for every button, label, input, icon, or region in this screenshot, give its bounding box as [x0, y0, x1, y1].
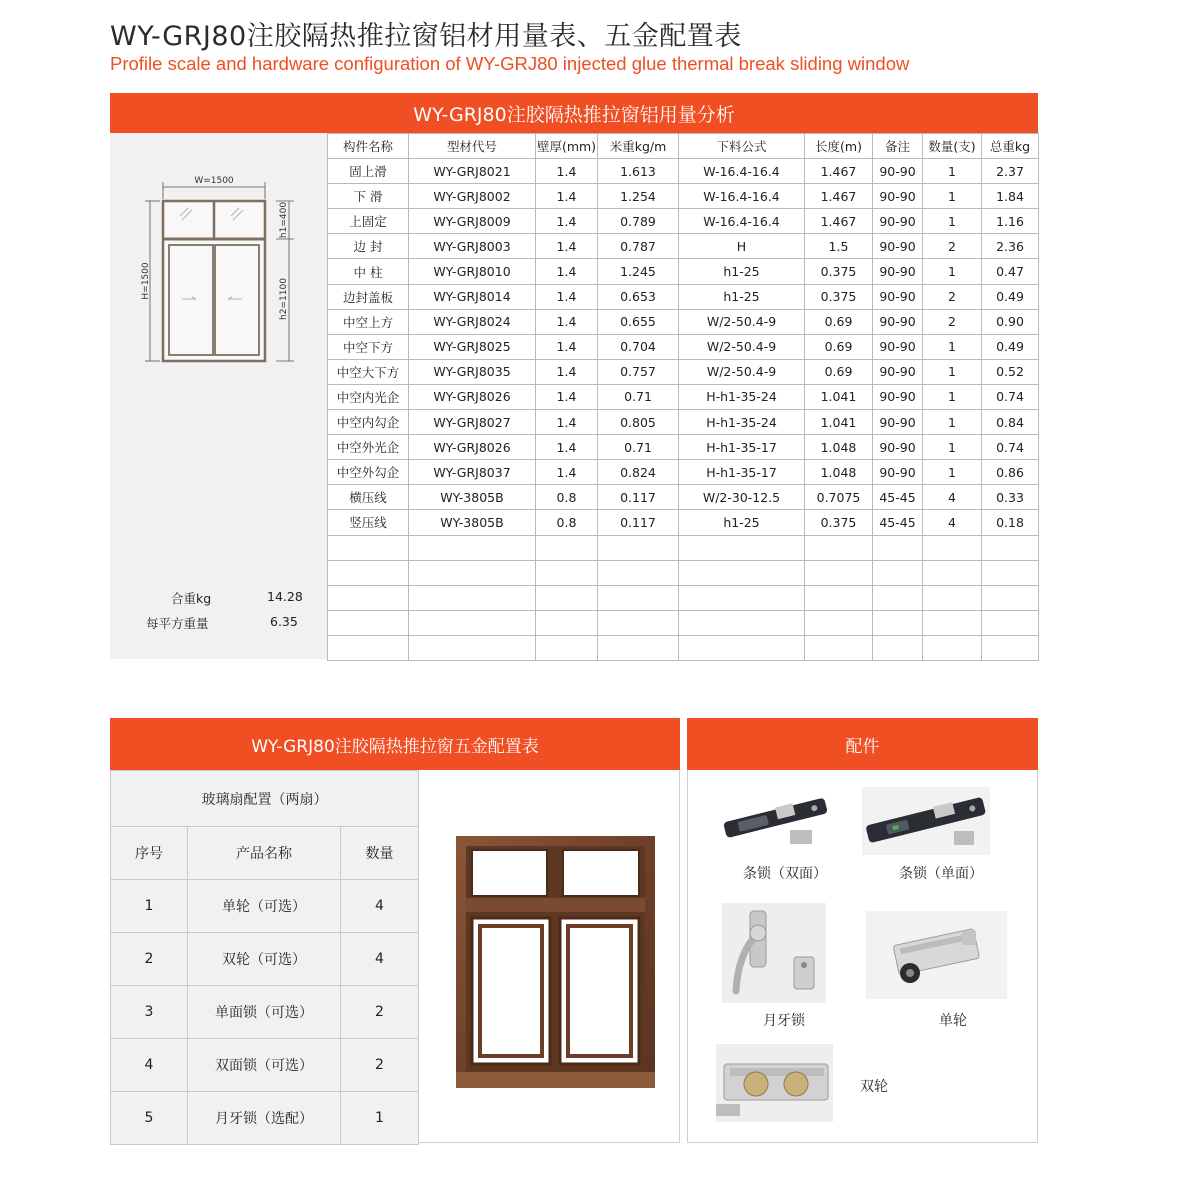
table-cell: W/2-50.4-9: [679, 334, 805, 359]
table-cell: 1.4: [536, 384, 598, 409]
table-cell: WY-GRJ8021: [409, 159, 536, 184]
table-row: [328, 510, 1039, 535]
table-row: [328, 359, 1039, 384]
page-title: WY-GRJ80注胶隔热推拉窗铝材用量表、五金配置表: [110, 21, 742, 52]
table-cell: 1: [923, 410, 982, 435]
table-cell: 0.704: [598, 334, 679, 359]
header-cell: 下料公式: [679, 134, 805, 159]
crescent-lock-icon: [722, 903, 826, 1003]
hardware-table: [110, 770, 419, 1145]
table-cell: 中空大下方: [328, 359, 409, 384]
table-cell: 中空外光企: [328, 435, 409, 460]
table-cell: 1.4: [536, 209, 598, 234]
table-cell: 0.757: [598, 359, 679, 384]
table-cell: 1: [923, 159, 982, 184]
strip-lock-single-icon: [862, 787, 990, 855]
table-cell: 3: [111, 986, 188, 1039]
table-cell: 1.041: [805, 384, 873, 409]
table-cell: h1-25: [679, 284, 805, 309]
table-cell: [328, 610, 409, 635]
table-cell: 90-90: [873, 234, 923, 259]
table-cell: 0.653: [598, 284, 679, 309]
table-cell: [536, 585, 598, 610]
table-cell: [923, 635, 982, 660]
header-cell: 备注: [873, 134, 923, 159]
table-row: [328, 610, 1039, 635]
table-cell: [409, 585, 536, 610]
table-cell: 90-90: [873, 309, 923, 334]
table-cell: 2: [923, 284, 982, 309]
table-cell: 1.613: [598, 159, 679, 184]
hardware-row: [111, 933, 419, 986]
table-cell: 1.467: [805, 209, 873, 234]
table-cell: 0.375: [805, 510, 873, 535]
table-cell: [923, 585, 982, 610]
table-cell: 0.69: [805, 359, 873, 384]
accessory-label: 月牙锁: [763, 1013, 805, 1029]
table-cell: 0.7075: [805, 485, 873, 510]
table-cell: 4: [341, 933, 419, 986]
table-cell: [598, 535, 679, 560]
table-cell: 90-90: [873, 334, 923, 359]
strip-lock-double-icon: [720, 786, 830, 854]
table-cell: H-h1-35-24: [679, 384, 805, 409]
hardware-row: [111, 880, 419, 933]
table-cell: 1.4: [536, 410, 598, 435]
table-cell: 1.245: [598, 259, 679, 284]
table-cell: 0.84: [982, 410, 1039, 435]
header-cell: 型材代号: [409, 134, 536, 159]
table-cell: 5: [111, 1092, 188, 1145]
table-cell: 0.74: [982, 384, 1039, 409]
h1-dimension-label: h1=400: [279, 201, 289, 239]
single-wheel-icon: [866, 911, 1007, 999]
table-cell: 边 封: [328, 234, 409, 259]
table-cell: 中空内光企: [328, 384, 409, 409]
table-header-row: [328, 134, 1039, 159]
drawing-panel: [110, 133, 327, 659]
table-cell: [598, 560, 679, 585]
table-cell: 4: [341, 880, 419, 933]
table-cell: 90-90: [873, 435, 923, 460]
table-cell: [409, 635, 536, 660]
table-cell: 2: [341, 986, 419, 1039]
table-cell: [805, 560, 873, 585]
table-cell: 1.4: [536, 334, 598, 359]
table-cell: 0.805: [598, 410, 679, 435]
table-cell: 0.375: [805, 284, 873, 309]
table-cell: 单轮（可选）: [188, 880, 341, 933]
table-cell: 1.254: [598, 184, 679, 209]
table-cell: [923, 610, 982, 635]
table-cell: [873, 535, 923, 560]
table-cell: 0.69: [805, 334, 873, 359]
table-cell: 0.52: [982, 359, 1039, 384]
table-cell: WY-GRJ8002: [409, 184, 536, 209]
table-cell: 月牙锁（选配）: [188, 1092, 341, 1145]
header-cell: 总重kg: [982, 134, 1039, 159]
table-cell: WY-3805B: [409, 485, 536, 510]
table-cell: [536, 610, 598, 635]
hardware-header-row: [111, 827, 419, 880]
table-cell: [679, 635, 805, 660]
table-cell: 横压线: [328, 485, 409, 510]
accessories-section-header: 配件: [687, 718, 1038, 770]
hardware-subtitle: 玻璃扇配置（两扇）: [111, 771, 419, 827]
hardware-row: [111, 986, 419, 1039]
table-cell: WY-GRJ8014: [409, 284, 536, 309]
table-row: [328, 234, 1039, 259]
table-cell: 45-45: [873, 485, 923, 510]
table-cell: 双面锁（可选）: [188, 1039, 341, 1092]
table-cell: 90-90: [873, 410, 923, 435]
table-cell: W/2-30-12.5: [679, 485, 805, 510]
table-cell: 1.84: [982, 184, 1039, 209]
table-cell: WY-GRJ8025: [409, 334, 536, 359]
table-cell: 下 滑: [328, 184, 409, 209]
hardware-section-header: WY-GRJ80注胶隔热推拉窗五金配置表: [110, 718, 680, 770]
table-cell: W/2-50.4-9: [679, 309, 805, 334]
table-cell: 90-90: [873, 384, 923, 409]
per-sqm-weight-value: 6.35: [270, 614, 298, 629]
table-row: [328, 209, 1039, 234]
table-cell: 1: [923, 384, 982, 409]
table-cell: 4: [923, 510, 982, 535]
table-row: [328, 535, 1039, 560]
table-row: [328, 560, 1039, 585]
accessory-label: 双轮: [860, 1079, 888, 1095]
table-cell: 0.8: [536, 510, 598, 535]
table-cell: 中空上方: [328, 309, 409, 334]
table-cell: [536, 535, 598, 560]
table-cell: 竖压线: [328, 510, 409, 535]
table-cell: 0.18: [982, 510, 1039, 535]
table-cell: 2: [923, 234, 982, 259]
table-cell: [805, 585, 873, 610]
table-cell: 2.37: [982, 159, 1039, 184]
table-cell: [328, 560, 409, 585]
table-cell: [805, 635, 873, 660]
table-cell: 中空下方: [328, 334, 409, 359]
table-cell: [873, 585, 923, 610]
hardware-row: [111, 1039, 419, 1092]
table-cell: 90-90: [873, 159, 923, 184]
table-cell: WY-GRJ8010: [409, 259, 536, 284]
table-cell: 0.117: [598, 485, 679, 510]
accessory-label: 单轮: [939, 1013, 967, 1029]
table-cell: W-16.4-16.4: [679, 159, 805, 184]
table-cell: 45-45: [873, 510, 923, 535]
table-cell: [923, 535, 982, 560]
total-weight-value: 14.28: [267, 589, 303, 604]
table-cell: 1: [923, 209, 982, 234]
table-cell: 固上滑: [328, 159, 409, 184]
table-cell: 1: [923, 359, 982, 384]
table-cell: 90-90: [873, 359, 923, 384]
table-cell: [409, 535, 536, 560]
table-row: [328, 410, 1039, 435]
table-cell: h1-25: [679, 510, 805, 535]
table-cell: [409, 610, 536, 635]
table-cell: 90-90: [873, 259, 923, 284]
table-cell: 1: [923, 184, 982, 209]
table-cell: [328, 585, 409, 610]
table-cell: 0.787: [598, 234, 679, 259]
table-row: [328, 384, 1039, 409]
table-cell: H-h1-35-17: [679, 435, 805, 460]
table-cell: 90-90: [873, 209, 923, 234]
table-cell: 1.4: [536, 234, 598, 259]
table-row: [328, 159, 1039, 184]
header-cell: 米重kg/m: [598, 134, 679, 159]
profile-usage-table: [327, 133, 1039, 661]
table-cell: 2: [341, 1039, 419, 1092]
table-cell: WY-3805B: [409, 510, 536, 535]
window-drawing: [136, 171, 306, 371]
table-cell: 双轮（可选）: [188, 933, 341, 986]
table-row: [328, 485, 1039, 510]
table-cell: 1: [111, 880, 188, 933]
table-cell: [982, 610, 1039, 635]
table-cell: 1.048: [805, 460, 873, 485]
table-cell: 90-90: [873, 460, 923, 485]
table-cell: WY-GRJ8003: [409, 234, 536, 259]
table-cell: WY-GRJ8009: [409, 209, 536, 234]
table-cell: 2: [923, 309, 982, 334]
table-cell: 0.71: [598, 435, 679, 460]
table-cell: [409, 560, 536, 585]
page-subtitle: Profile scale and hardware configuration of WY-GRJ80 injected glue thermal break sliding window: [110, 53, 910, 74]
table-cell: [679, 535, 805, 560]
table-cell: 0.824: [598, 460, 679, 485]
h2-dimension-label: h2=1100: [279, 278, 289, 320]
header-cell: 壁厚(mm): [536, 134, 598, 159]
table-cell: [598, 635, 679, 660]
table-cell: W-16.4-16.4: [679, 209, 805, 234]
table-row: [328, 585, 1039, 610]
table-cell: h1-25: [679, 259, 805, 284]
table-cell: [679, 610, 805, 635]
table-cell: 边封盖板: [328, 284, 409, 309]
table-cell: WY-GRJ8037: [409, 460, 536, 485]
table-row: [328, 184, 1039, 209]
table-cell: 1.467: [805, 184, 873, 209]
accessory-label: 条锁（单面）: [899, 866, 983, 882]
window-product-photo: [456, 836, 655, 1088]
table-cell: H: [679, 234, 805, 259]
table-cell: 1.5: [805, 234, 873, 259]
header-cell: 数量(支): [923, 134, 982, 159]
table-cell: 0.90: [982, 309, 1039, 334]
table-cell: 1.4: [536, 159, 598, 184]
table-cell: [982, 635, 1039, 660]
table-cell: 0.33: [982, 485, 1039, 510]
table-cell: 上固定: [328, 209, 409, 234]
table-cell: WY-GRJ8026: [409, 384, 536, 409]
table-cell: 单面锁（可选）: [188, 986, 341, 1039]
table-cell: 0.49: [982, 334, 1039, 359]
table-cell: [805, 535, 873, 560]
table-cell: WY-GRJ8024: [409, 309, 536, 334]
table-cell: 1: [923, 435, 982, 460]
table-row: [328, 259, 1039, 284]
table-cell: 0.789: [598, 209, 679, 234]
table-cell: [873, 610, 923, 635]
table-cell: W-16.4-16.4: [679, 184, 805, 209]
usage-section-header: WY-GRJ80注胶隔热推拉窗铝用量分析: [110, 93, 1038, 133]
table-cell: [536, 560, 598, 585]
table-cell: 中 柱: [328, 259, 409, 284]
table-cell: [536, 635, 598, 660]
table-cell: [982, 585, 1039, 610]
header-cell: 数量: [341, 827, 419, 880]
table-cell: [679, 585, 805, 610]
table-cell: WY-GRJ8026: [409, 435, 536, 460]
table-cell: 1: [341, 1092, 419, 1145]
table-cell: [982, 560, 1039, 585]
table-cell: 1.4: [536, 460, 598, 485]
table-cell: 0.47: [982, 259, 1039, 284]
table-cell: 1.467: [805, 159, 873, 184]
table-cell: 1.4: [536, 259, 598, 284]
table-cell: H-h1-35-17: [679, 460, 805, 485]
table-cell: 1: [923, 334, 982, 359]
table-cell: 1.4: [536, 309, 598, 334]
table-cell: [873, 560, 923, 585]
table-cell: 0.71: [598, 384, 679, 409]
table-cell: 1.041: [805, 410, 873, 435]
table-cell: 90-90: [873, 184, 923, 209]
table-cell: 0.49: [982, 284, 1039, 309]
table-cell: [328, 535, 409, 560]
table-cell: 0.74: [982, 435, 1039, 460]
table-cell: [598, 585, 679, 610]
table-cell: 1.4: [536, 435, 598, 460]
width-dimension-label: W=1500: [194, 176, 234, 186]
table-cell: 1.4: [536, 359, 598, 384]
table-cell: [679, 560, 805, 585]
table-cell: WY-GRJ8035: [409, 359, 536, 384]
height-dimension-label: H=1500: [141, 262, 151, 300]
table-cell: W/2-50.4-9: [679, 359, 805, 384]
hardware-row: [111, 1092, 419, 1145]
table-cell: 0.117: [598, 510, 679, 535]
table-cell: 中空内勾企: [328, 410, 409, 435]
table-row: [328, 635, 1039, 660]
table-cell: [328, 635, 409, 660]
table-cell: [923, 560, 982, 585]
table-cell: WY-GRJ8027: [409, 410, 536, 435]
table-cell: 90-90: [873, 284, 923, 309]
table-cell: [598, 610, 679, 635]
table-row: [328, 309, 1039, 334]
table-cell: 4: [111, 1039, 188, 1092]
table-cell: [982, 535, 1039, 560]
table-cell: 0.69: [805, 309, 873, 334]
header-cell: 产品名称: [188, 827, 341, 880]
total-weight-label: 合重kg: [171, 591, 212, 606]
table-cell: 1.16: [982, 209, 1039, 234]
header-cell: 构件名称: [328, 134, 409, 159]
table-cell: [805, 610, 873, 635]
table-row: [328, 284, 1039, 309]
table-cell: 1: [923, 259, 982, 284]
per-sqm-weight-label: 每平方重量: [146, 616, 209, 631]
hardware-subtitle-row: [111, 771, 419, 827]
table-cell: 2: [111, 933, 188, 986]
table-cell: H-h1-35-24: [679, 410, 805, 435]
table-cell: 0.8: [536, 485, 598, 510]
table-cell: 2.36: [982, 234, 1039, 259]
table-cell: 中空外勾企: [328, 460, 409, 485]
double-wheel-icon: [716, 1044, 833, 1122]
table-row: [328, 435, 1039, 460]
table-row: [328, 460, 1039, 485]
table-cell: 1.048: [805, 435, 873, 460]
table-cell: 0.86: [982, 460, 1039, 485]
table-cell: 1.4: [536, 184, 598, 209]
table-cell: 1.4: [536, 284, 598, 309]
accessory-label: 条锁（双面）: [743, 866, 827, 882]
table-row: [328, 334, 1039, 359]
table-cell: [873, 635, 923, 660]
header-cell: 长度(m): [805, 134, 873, 159]
header-cell: 序号: [111, 827, 188, 880]
table-cell: 0.375: [805, 259, 873, 284]
table-cell: 4: [923, 485, 982, 510]
table-cell: 0.655: [598, 309, 679, 334]
table-cell: 1: [923, 460, 982, 485]
